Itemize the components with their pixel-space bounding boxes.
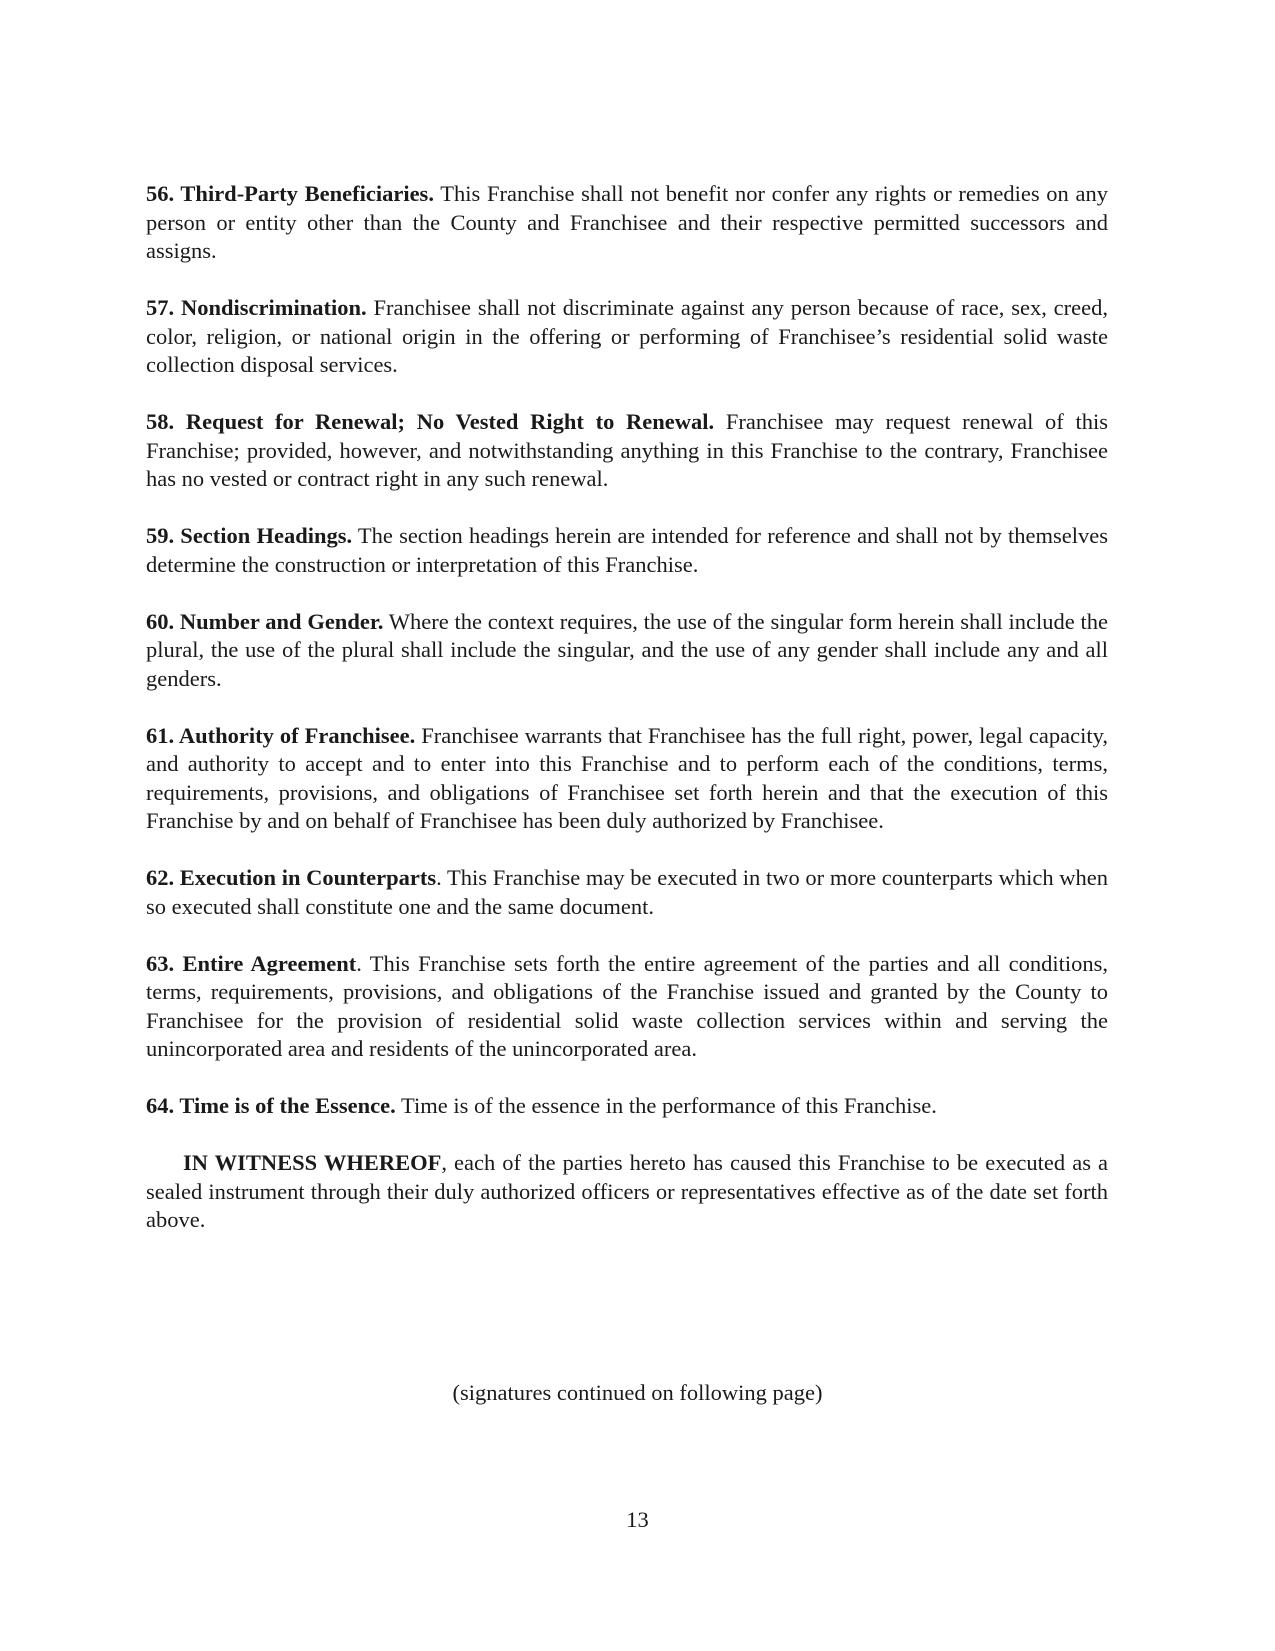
section-59 [146,522,1108,579]
section-text: Franchisee warrants that Franchisee has the full right, power, legal capacity, and authority to accept and to enter into this Franchise and to perform each of the conditions, terms, requirements, provisions, and obligations of Franchisee set forth herein and that the execution of this Franchise by and on behalf of Franchisee has been duly authorized by Franchisee. [146,722,1108,833]
witness-lead: IN WITNESS WHEREOF [183,1150,442,1175]
section-heading: 64. Time is of the Essence. [146,1093,396,1118]
section-text: . This Franchise may be executed in two or more counterparts which when so executed shall constitute one and the same document. [146,865,1108,919]
section-text: Where the context requires, the use of the singular form herein shall include the plural, the use of the plural shall include the singular, and the use of any gender shall include any and all genders. [146,608,1108,691]
section-text: . This Franchise sets forth the entire agreement of the parties and all conditions, terms, requirements, provisions, and obligations of the Franchise issued and granted by the County to Franchisee for the provision of residential solid waste collection services within and serving the unincorporated area and residents of the unincorporated area. [146,950,1108,1061]
section-56 [146,180,1108,266]
section-58 [146,408,1108,494]
section-heading: 57. Nondiscrimination. [146,295,367,320]
section-text: Time is of the essence in the performance of this Franchise. [401,1093,937,1118]
section-text: Franchisee may request renewal of this Franchise; provided, however, and notwithstanding anything in this Franchise to the contrary, Franchisee has no vested or contract right in any such renewal. [146,409,1109,491]
witness-clause [146,1149,1108,1235]
section-heading: 60. Number and Gender. [146,608,384,634]
section-61 [146,722,1108,836]
document-body [146,180,1108,1235]
section-62 [146,864,1108,921]
witness-text: , each of the parties hereto has caused this Franchise to be executed as a sealed instrument through their duly authorized officers or representatives effective as of the date set forth above. [146,1150,1108,1232]
section-heading: 63. Entire Agreement [146,950,357,976]
section-heading: 62. Execution in Counterparts [146,865,437,890]
section-heading: 58. Request for Renewal; No Vested Right to Renewal. [146,409,715,434]
section-heading: 56. Third-Party Beneficiaries. [146,181,434,206]
signatures-continued-note: (signatures continued on following page) [452,1380,823,1405]
section-text: This Franchise shall not benefit nor confer any rights or remedies on any person or entity other than the County and Franchisee and their respective permitted successors and assigns. [146,181,1108,263]
section-text: Franchisee shall not discriminate against any person because of race, sex, creed, color, religion, or national origin in the offering or performing of Franchisee’s residential solid waste collection disposal services. [146,295,1109,377]
section-heading: 59. Section Headings. [146,523,353,548]
section-60 [146,608,1108,694]
section-64 [146,1092,1108,1121]
section-text: The section headings herein are intended for reference and shall not by themselves determine the construction or interpretation of this Franchise. [146,523,1108,577]
section-63 [146,950,1108,1064]
section-heading: 61. Authority of Franchisee. [146,722,416,748]
page-number: 13 [626,1507,649,1532]
section-57 [146,294,1108,380]
